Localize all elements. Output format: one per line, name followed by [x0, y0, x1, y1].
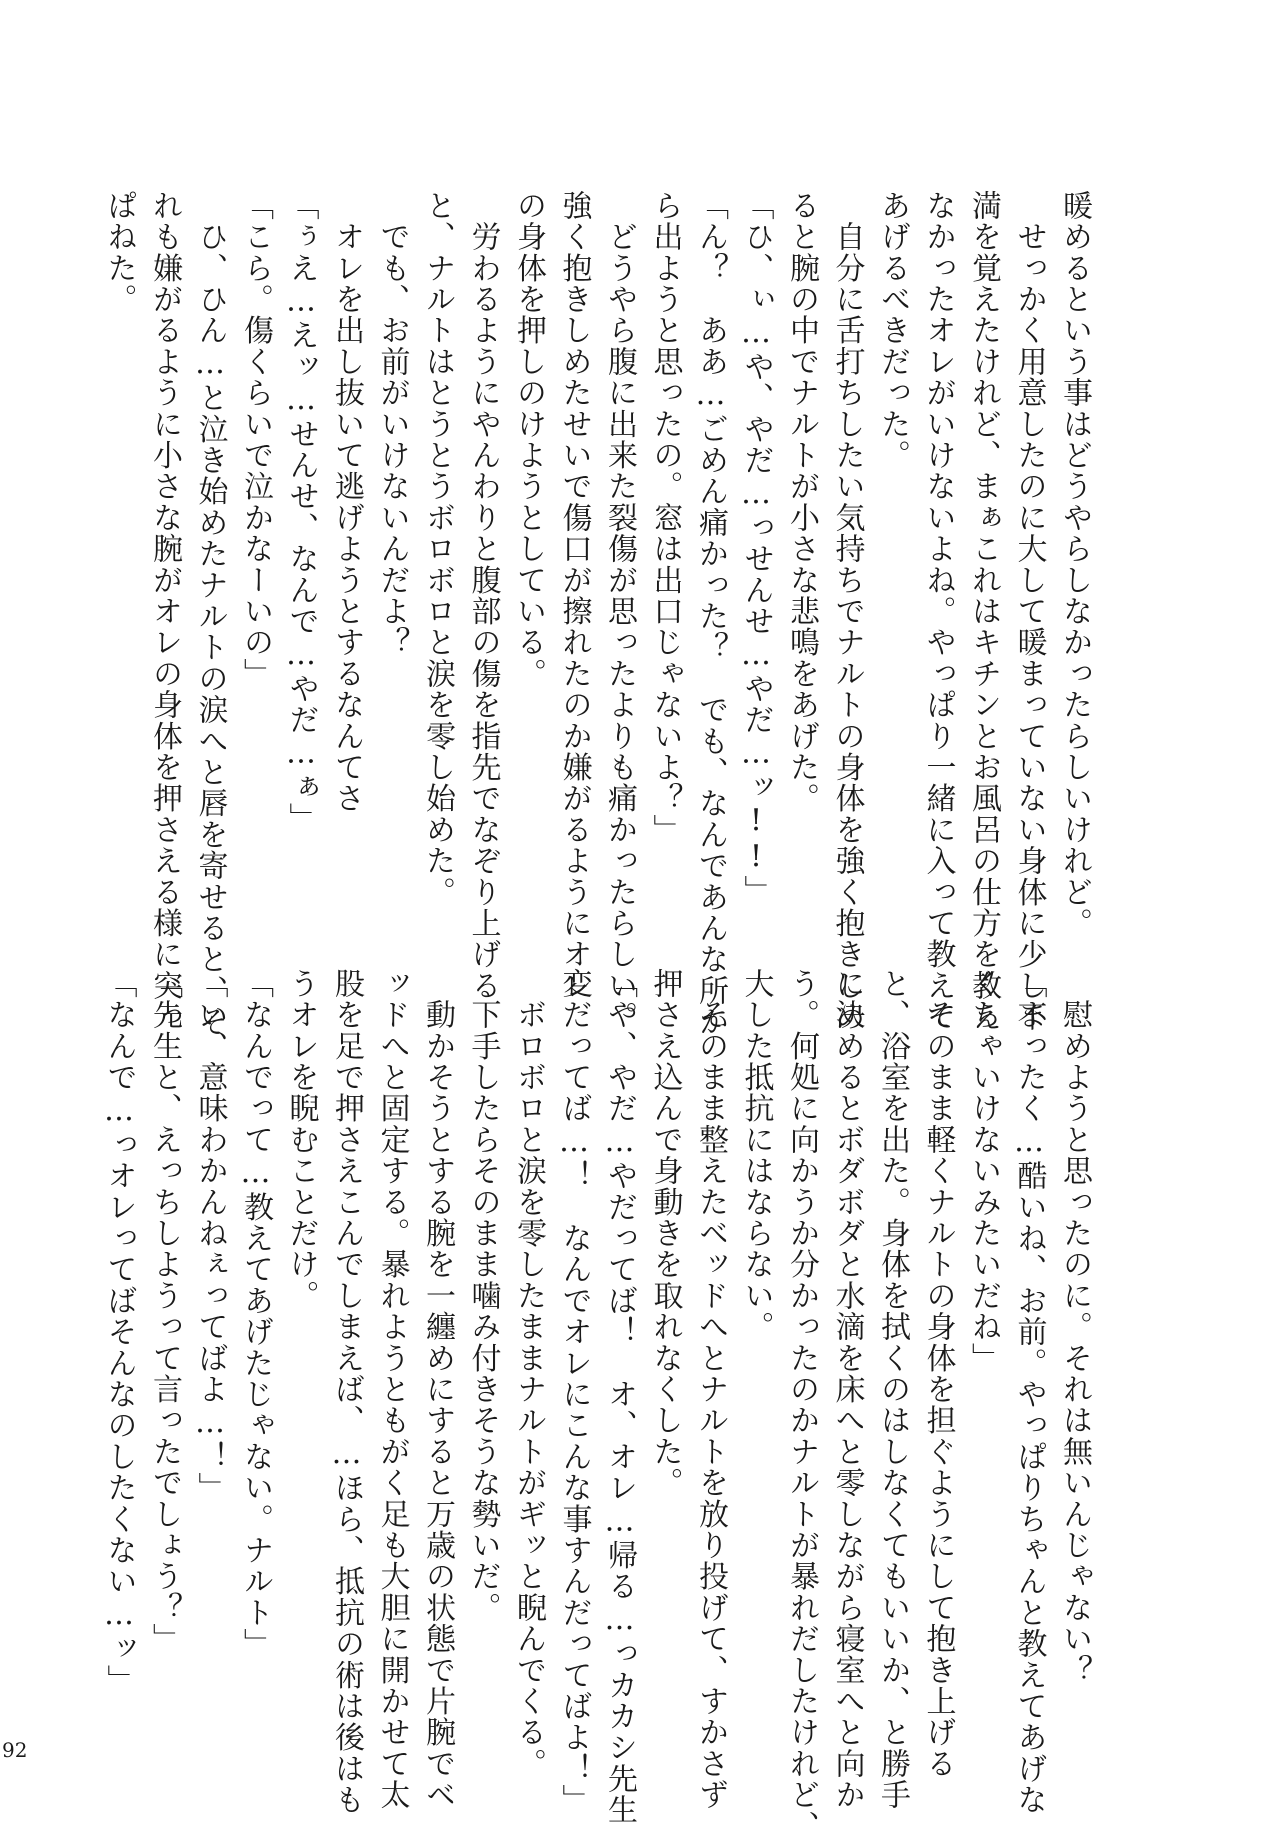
text-line: どうやら腹に出来た裂傷が思ったよりも痛かったらしい。: [602, 190, 637, 1033]
text-line: 満を覚えたけれど、まぁこれはキチンとお風呂の仕方を教え: [966, 190, 1001, 1033]
text-line: ひ、ひん…と泣き始めたナルトの涙へと唇を寄せると、そ: [192, 190, 228, 1038]
text-line: くちゃいけないみたいだね」: [966, 968, 1001, 1374]
text-line: と、浴室を出た。身体を拭くのはしなくてもいいか、と勝手: [875, 968, 910, 1811]
text-line: ると腕の中でナルトが小さな悲鳴をあげた。: [784, 190, 819, 814]
lower-text-block: [96, 968, 1097, 1842]
text-line: 動かそうとする腕を一纏めにすると万歳の状態で片腕でベ: [420, 968, 455, 1811]
text-line: あげるべきだった。: [875, 190, 910, 471]
text-line: ッドへと固定する。暴れようともがく足も大胆に開かせて太: [374, 968, 410, 1811]
text-line: に決めるとボダボダと水滴を床へと零しながら寝室へと向か: [829, 968, 865, 1811]
text-line: 「ぅえ…えッ…せんせ、なんで…やだ…ぁ」: [283, 190, 319, 834]
text-line: せっかく用意したのに大して暖まっていない身体に少し不: [1011, 190, 1047, 1033]
text-line: ぱねた。: [101, 190, 137, 315]
text-line: う。何処に向かうか分かったのかナルトが暴れだしたけれど、: [784, 968, 819, 1842]
text-line: 大した抵抗にはならない。: [738, 968, 774, 1343]
text-line: そのまま整えたベッドへとナルトを放り投げて、すかさず: [693, 968, 728, 1811]
text-line: ら出ようと思ったの。窓は出口じゃないよ？」: [647, 190, 683, 846]
text-line: 自分に舌打ちしたい気持ちでナルトの身体を強く抱きしめ: [829, 190, 865, 1033]
text-line: 「まったく…酷いね、お前。やっぱりちゃんと教えてあげな: [1011, 968, 1047, 1816]
text-line: 「や、やだ…やだってば！ オ、オレ…帰る…っカカシ先生: [602, 968, 637, 1826]
text-line: の身体を押しのけようとしている。: [511, 190, 546, 690]
text-line: 股を足で押さえこんでしまえば、…ほら、抵抗の術は後はも: [329, 968, 364, 1816]
text-line: ボロボロと涙を零したままナルトがギッと睨んでくる。: [511, 968, 546, 1780]
text-line: 強く抱きしめたせいで傷口が擦れたのか嫌がるようにオレ: [556, 190, 592, 1002]
text-line: 下手したらそのまま噛み付きそうな勢いだ。: [465, 968, 501, 1624]
text-line: 押さえ込んで身動きを取れなくした。: [647, 968, 683, 1499]
text-line: 変だってば…！ なんでオレにこんな事すんだってばよ！」: [556, 968, 592, 1816]
text-line: なかったオレがいけないよね。やっぱり一緒に入って教えて: [920, 190, 956, 1033]
text-line: と、ナルトはとうとうボロボロと涙を零し始めた。: [420, 190, 455, 908]
text-line: れも嫌がるように小さな腕がオレの身体を押さえる様に突っ: [147, 190, 182, 1033]
text-line: 「先生と、えっちしようって言ったでしょう？」: [147, 968, 182, 1655]
text-line: でも、お前がいけないんだよ？: [374, 190, 410, 658]
text-line: 「ん？ ああ…ごめん痛かった？ でも、なんであんな所か: [693, 190, 728, 1038]
text-line: うオレを睨むことだけ。: [283, 968, 319, 1312]
text-line: 慰めようと思ったのに。それは無いんじゃない？: [1057, 968, 1092, 1686]
text-line: 「ひ、ぃ…や、やだ…っせんせ…やだ…ッ!!」: [738, 190, 774, 907]
text-line: 「こら。傷くらいで泣かなーいの」: [238, 190, 273, 690]
page-number: 92: [2, 1738, 28, 1762]
text-line: 労わるようにやんわりと腹部の傷を指先でなぞり上げる: [465, 190, 501, 1002]
text-line: 「なんでって…教えてあげたじゃない。ナルト」: [238, 968, 273, 1660]
text-line: 「なんで…っオレってばそんなのしたくない…ッ」: [101, 968, 137, 1696]
text-line: 「い、意味わかんねぇってばよ…！」: [192, 968, 228, 1504]
upper-text-block: [96, 190, 1097, 1038]
text-line: オレを出し抜いて逃げようとするなんてさ: [329, 190, 364, 814]
text-line: 暖めるという事はどうやらしなかったらしいけれど。: [1057, 190, 1092, 939]
text-line: そのまま軽くナルトの身体を担ぐようにして抱き上げる: [920, 968, 956, 1780]
